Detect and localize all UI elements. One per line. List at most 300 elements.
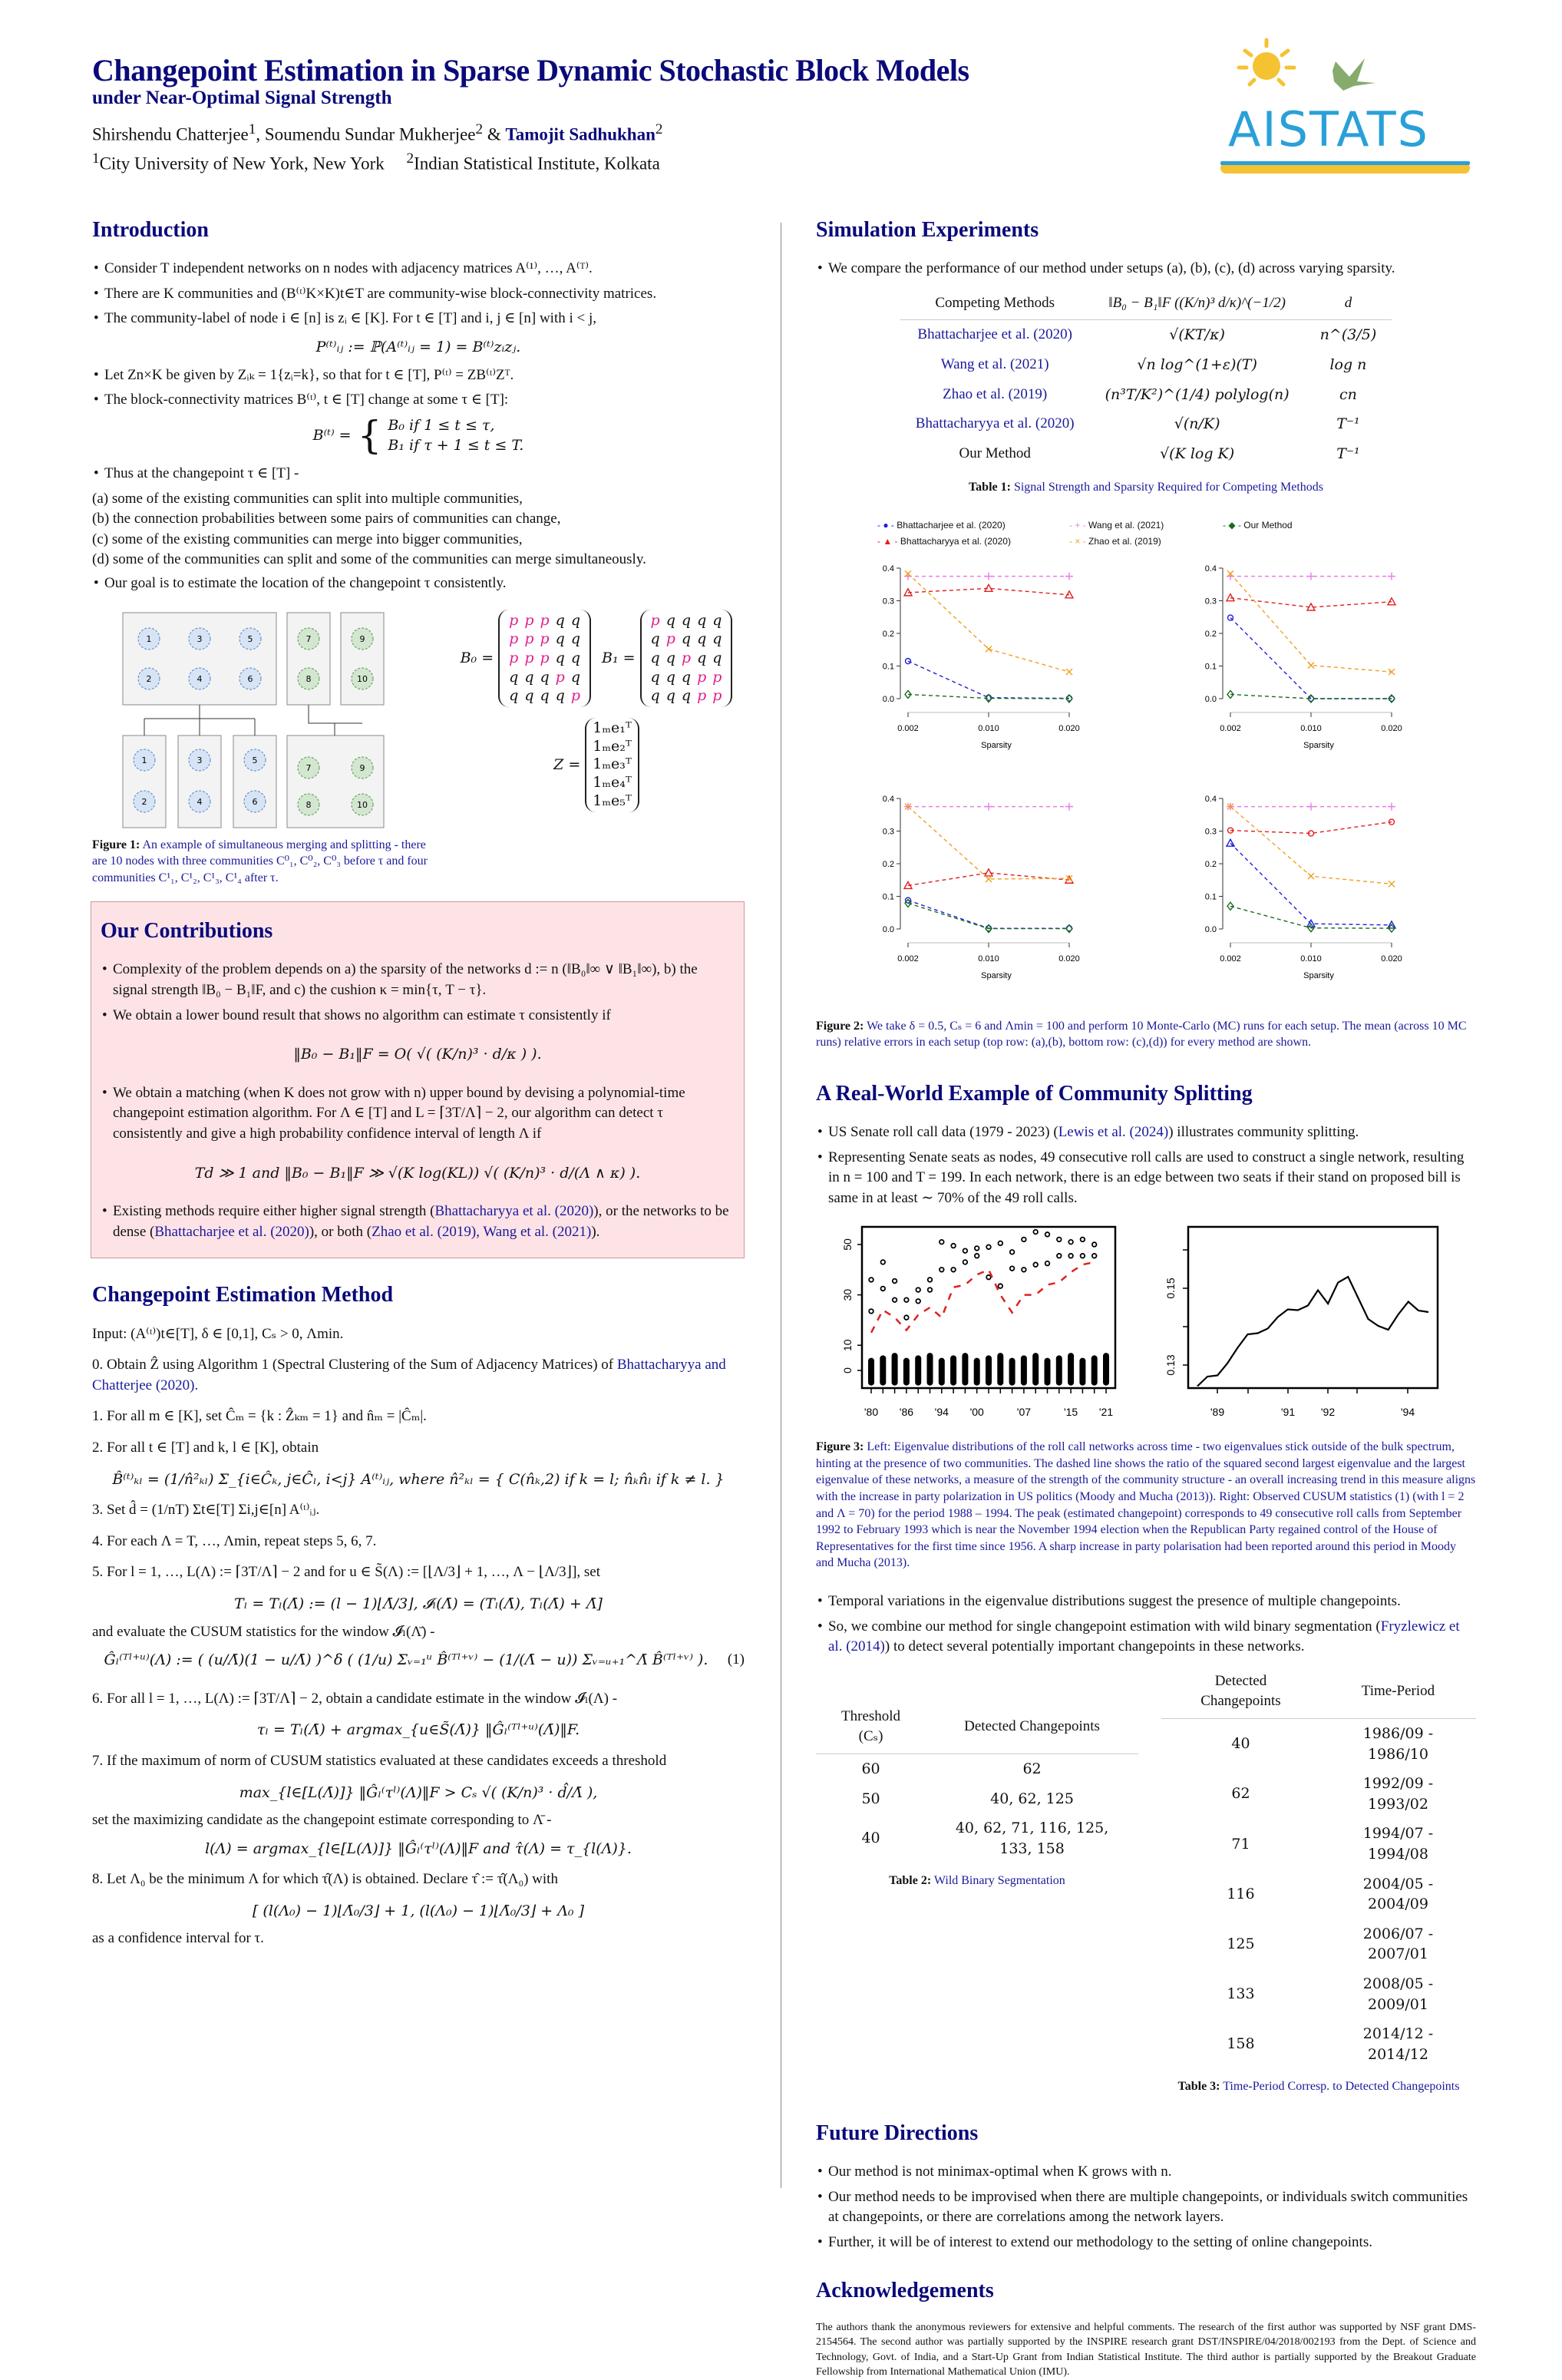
upper-bound-eq: Td ≫ 1 and ‖B₀ − B₁‖F ≫ √(K log(KL)) √( (K/n)³ · d/(Λ ∧ κ) ). <box>194 1164 641 1182</box>
citation-link[interactable]: Bhattacharjee et al. (2020) <box>154 1223 309 1240</box>
x-tick-label: 0.010 <box>978 954 999 964</box>
matrix-entry: p <box>540 611 550 629</box>
bulk-eigenvalues <box>986 1356 992 1386</box>
table-cell: 2006/07 - 2007/01 <box>1362 1925 1434 1963</box>
table-cell: 62 <box>1022 1760 1042 1777</box>
matrix-row <box>506 686 583 706</box>
citation-link[interactable]: Bhattacharyya et al. (2020) <box>434 1203 594 1220</box>
node <box>298 668 319 689</box>
x-tick-label: 0.002 <box>1220 723 1241 733</box>
contrib-bullet: • We obtain a lower bound result that shows no algorithm can estimate τ consistently if <box>101 1006 735 1026</box>
node-label: 10 <box>357 799 368 810</box>
figure-1-left <box>92 610 430 887</box>
bulk-eigenvalues <box>950 1356 956 1386</box>
data-point <box>1227 839 1234 846</box>
figure-1 <box>92 610 745 887</box>
table-1-caption <box>816 479 1476 496</box>
method-step-5: 5. For l = 1, …, L(Λ) := ⌈3T/Λ⌉ − 2 and for u ∈ S̃(Λ) := [⌊Λ/3⌋ + 1, …, Λ − ⌊Λ/3⌋], set <box>92 1564 601 1581</box>
matrix-entry: q <box>555 611 565 629</box>
eigenvalue-point <box>940 1240 944 1245</box>
table-3 <box>1161 1665 1476 2070</box>
table-row <box>816 1784 1138 1814</box>
matrix-entry: p <box>509 649 519 666</box>
node-label: 9 <box>359 633 365 644</box>
eigenvalue-point <box>904 1298 909 1303</box>
table-cell: 50 <box>861 1790 880 1807</box>
table-row <box>900 320 1392 350</box>
table-cell: T⁻¹ <box>1336 415 1360 433</box>
matrix-entry: q <box>524 668 534 686</box>
figure-2-charts <box>816 553 1476 1013</box>
y-tick-label: 0 <box>841 1367 854 1374</box>
ack-heading: Acknowledgements <box>816 2279 994 2303</box>
brace: { <box>357 413 382 458</box>
data-point <box>1307 802 1315 810</box>
eq-case-2: B₁ if τ + 1 ≤ t ≤ T. <box>388 437 524 455</box>
matrix-entry: q <box>681 611 692 629</box>
table-2-caption <box>816 1873 1138 1889</box>
x-tick-label: 0.002 <box>897 723 919 733</box>
table-cell: cn <box>1339 385 1357 403</box>
table-cell: 60 <box>861 1760 880 1777</box>
method-step-5b: and evaluate the CUSUM statistics for the window 𝓘ₗ(Λ̄) - <box>92 1623 435 1640</box>
series-line <box>1230 843 1392 925</box>
figure-3-charts <box>816 1219 1476 1434</box>
aistats-logo <box>1220 31 1481 184</box>
data-point <box>1065 572 1073 580</box>
matrix-entry: p <box>712 668 722 686</box>
author-3: Tamojit Sadhukhan <box>505 124 656 144</box>
table-3-caption <box>1161 2078 1476 2095</box>
matrix-row: 1ₘe₂ᵀ <box>593 737 632 755</box>
matrix-entry: q <box>697 649 707 666</box>
text: So, we combine our method for single changepoint estimation with wild binary segmentation ( <box>828 1618 1381 1635</box>
node <box>239 668 261 689</box>
data-point <box>985 572 992 580</box>
y-tick-label: 0.3 <box>1204 827 1217 837</box>
community-diagram <box>92 610 430 832</box>
node <box>189 628 210 650</box>
eigenvalue-point <box>1057 1238 1062 1242</box>
table-cell: 62 <box>1231 1785 1250 1803</box>
matrix-entry: q <box>712 630 722 648</box>
node-label: 4 <box>196 796 203 807</box>
text: ). <box>591 1223 600 1240</box>
caption-text: Time-Period Corresp. to Detected Changepoints <box>1223 2080 1460 2094</box>
matrix-entry: q <box>650 649 660 666</box>
bulk-eigenvalues <box>1091 1356 1098 1386</box>
matrix-entry: q <box>555 649 565 666</box>
matrix-entry: p <box>524 611 534 629</box>
future-bullet: • Our method needs to be improvised when there are multiple changepoints, or individuals switch communities at changepoints, or there are correlations among the network layers. <box>816 2187 1476 2228</box>
y-tick-label: 0.4 <box>882 564 894 574</box>
cusum-chart <box>1164 1227 1438 1418</box>
caption-text: Left: Eigenvalue distributions of the roll call networks across time - two eigenvalues stick outside of the bulk spectrum, hinting at the presence of two communities. The dashed line shows the ratio of the squared second largest eigenvalue and the largest eigenvalue of these networks, a measure of the strength of the community structure - an overall increasing trend in this measure aligns with the increase in party polarization in US politics (Moody and Mucha (2013)). Right: Observed CUSUM statistics (1) (with l = 2 and Λ = 70) for the period 1988 – 1994. The peak (estimated changepoint) corresponds to 49 consecutive roll calls from September 1992 to February 1993 which is near the November 1994 election when the Republican Party regained control of the House of Representatives for the first time since 1956. A sharp increase in party polarisation had been reported around this period in Moody and Mucha (2013). <box>816 1440 1476 1570</box>
text: ), or both ( <box>309 1223 372 1240</box>
eigenvalue-point <box>999 1284 1003 1289</box>
bulk-eigenvalues <box>868 1358 874 1386</box>
tables-2-3 <box>816 1665 1476 2095</box>
table-cell: 40 <box>1231 1735 1250 1753</box>
node-label: 8 <box>305 799 312 810</box>
eigenvalue-point <box>986 1275 991 1280</box>
matrix-row: 1ₘe₃ᵀ <box>593 755 632 773</box>
eigenvalue-point <box>869 1278 873 1282</box>
method-eq-argmax: l(Λ) = argmax_{l∈[L(Λ)]} ‖Ĝₗ⁽τˡ⁾(Λ)‖F and τ̂(Λ) = τ_{l(Λ)}. <box>205 1840 632 1857</box>
matrix-entry: p <box>681 649 692 666</box>
x-tick-label: 0.010 <box>1300 723 1322 733</box>
method-step-8b: as a confidence interval for τ. <box>92 1930 264 1947</box>
table-cell: n^(3/5) <box>1319 326 1377 344</box>
matrix-entry: q <box>681 687 692 705</box>
table-2 <box>816 1701 1138 1864</box>
right-column <box>816 215 1476 2380</box>
contrib-bullet <box>101 1202 735 1242</box>
node-label: 2 <box>146 673 152 684</box>
node-label: 3 <box>196 633 203 644</box>
matrix-entry: q <box>570 649 580 666</box>
table-row <box>900 409 1392 439</box>
future-heading: Future Directions <box>816 2121 979 2145</box>
table-cell: T⁻¹ <box>1336 445 1360 462</box>
matrix-b0 <box>461 610 591 707</box>
y-tick-label: 0.3 <box>1204 597 1217 607</box>
method-eq-candidate: τₗ = Tₗ(Λ̄) + argmax_{u∈S̃(Λ̄)} ‖Ĝₗ⁽ᵀˡ⁺ᵘ⁾(Λ̄)‖F. <box>256 1721 580 1739</box>
ratio-line <box>871 1262 1095 1333</box>
matrix-row <box>648 611 725 630</box>
data-point <box>1065 802 1073 810</box>
amp: & <box>487 124 501 144</box>
caption-label: Table 3: <box>1177 2080 1220 2094</box>
bulk-eigenvalues <box>974 1358 980 1386</box>
rw-bullet <box>816 1122 1476 1143</box>
intro-bullet: • Our goal is to estimate the location of the changepoint τ consistently. <box>92 574 745 594</box>
eigenvalue-point <box>869 1309 873 1314</box>
y-tick-label: 0.1 <box>882 892 894 902</box>
bulk-eigenvalues <box>1009 1358 1015 1386</box>
eigenvalue-point <box>1081 1254 1085 1258</box>
b1-label: B₁ = <box>602 649 636 666</box>
citation-link[interactable]: Fryzlewicz et al. (2014) <box>828 1618 1460 1655</box>
affil-2-sup: 2 <box>406 150 414 167</box>
table-cell: 40 <box>861 1830 880 1847</box>
y-tick-label: 0.0 <box>1204 924 1217 934</box>
eigenvalue-point <box>1022 1268 1026 1272</box>
matrix-entry: p <box>524 630 534 648</box>
eigenvalue-point <box>1022 1238 1026 1242</box>
intro-eq-cases <box>92 415 745 456</box>
eigenvalue-point <box>1033 1230 1038 1235</box>
matrix-entry: p <box>524 649 534 666</box>
table-cell: 40, 62, 71, 116, 125, 133, 158 <box>955 1820 1109 1857</box>
matrix-entry: q <box>665 687 675 705</box>
caption-label: Figure 1: <box>92 838 140 851</box>
eigenvalue-point <box>928 1288 933 1293</box>
node-label: 3 <box>196 755 203 765</box>
authors: Shirshendu Chatterjee$^1$, Soumendu Sundar Mukherjee$^2$ & Tamojit Sadhukhan$^2$ <box>92 121 663 144</box>
matrix-entry: q <box>697 611 707 629</box>
y-tick-label: 0.4 <box>1204 564 1217 574</box>
y-tick-label: 0.2 <box>882 629 894 639</box>
x-tick-label: 0.010 <box>1300 954 1322 964</box>
y-tick-label: 0.1 <box>882 662 894 672</box>
matrix-entry: q <box>650 687 660 705</box>
node <box>138 628 160 650</box>
method-step-3: 3. Set d̂ = (1/nT) Σt∈[T] Σi,j∈[n] A⁽ᵗ⁾ᵢⱼ. <box>92 1502 320 1519</box>
citation-link[interactable]: Zhao et al. (2019), Wang et al. (2021) <box>372 1223 592 1240</box>
legend-item <box>1069 519 1223 532</box>
node-label: 8 <box>305 673 312 684</box>
bulk-eigenvalues <box>903 1358 910 1386</box>
x-tick-label: 0.020 <box>1381 723 1402 733</box>
matrix-row: 1ₘe₅ᵀ <box>593 792 632 809</box>
y-tick-label: 0.4 <box>882 794 894 804</box>
data-point <box>1227 593 1234 600</box>
eigenvalue-point <box>1068 1240 1073 1245</box>
eigenvalue-point <box>1045 1232 1050 1237</box>
eigenvalue-point <box>1081 1238 1085 1242</box>
table-header: d <box>1305 287 1392 320</box>
node-label: 1 <box>146 633 152 644</box>
citation-link[interactable]: Lewis et al. (2024) <box>1058 1123 1169 1140</box>
matrix-entry: p <box>555 668 565 686</box>
caption-label: Table 1: <box>968 481 1011 494</box>
y-tick-label: 0.4 <box>1204 794 1217 804</box>
matrix-entry: q <box>540 687 550 705</box>
eigenvalue-point <box>1010 1250 1015 1254</box>
eigenvalue-point <box>1045 1261 1050 1266</box>
method-step-8: 8. Let Λ₀ be the minimum Λ for which τ̂(Λ) is obtained. Declare τ̂ := τ̂(Λ₀) with <box>92 1871 558 1888</box>
node-label: 6 <box>252 796 258 807</box>
table-header: Detected Changepoints <box>926 1701 1138 1754</box>
legend-item <box>877 535 1069 548</box>
node <box>189 668 210 689</box>
series-line <box>1230 574 1392 672</box>
series-line <box>908 661 1069 698</box>
affil-1: City University of New York, New York <box>99 154 385 174</box>
eigenvalue-point <box>1033 1263 1038 1268</box>
bulk-eigenvalues <box>1068 1353 1074 1386</box>
table-header: Detected Changepoints <box>1161 1665 1320 1719</box>
intro-heading: Introduction <box>92 218 209 242</box>
table-cell: √(n/K) <box>1174 415 1220 433</box>
x-axis-label: Sparsity <box>981 970 1012 980</box>
node <box>352 794 373 815</box>
intro-bullet: • There are K communities and (B⁽ᵗ⁾K×K)t∈T are community-wise block-connectivity matrices. <box>92 284 745 305</box>
eigen-chart <box>841 1227 1115 1418</box>
y-tick-label: 50 <box>841 1238 854 1251</box>
x-tick-label: 0.002 <box>897 954 919 964</box>
affil-2: Indian Statistical Institute, Kolkata <box>414 154 660 174</box>
caption-label: Table 2: <box>889 1874 932 1888</box>
legend-label: Bhattacharjee et al. (2020) <box>897 519 1006 531</box>
table-cell[interactable]: Bhattacharyya et al. (2020) <box>915 415 1075 432</box>
case-b: (b) the connection probabilities between some pairs of communities can change, <box>92 511 561 527</box>
table-cell: 2008/05 - 2009/01 <box>1362 1975 1434 2013</box>
table-cell[interactable]: Zhao et al. (2019) <box>943 385 1048 402</box>
table-cell[interactable]: Wang et al. (2021) <box>940 355 1049 372</box>
eigenvalue-point <box>951 1244 956 1248</box>
series-line <box>1230 617 1392 698</box>
z-label: Z = <box>553 756 581 774</box>
table-row <box>900 439 1392 469</box>
table-cell: 116 <box>1227 1885 1255 1902</box>
table-cell: log n <box>1329 355 1367 373</box>
matrix-entry: q <box>509 668 519 686</box>
y-tick-label: 10 <box>841 1339 854 1352</box>
node-label: 1 <box>141 755 147 765</box>
b1-grid <box>640 610 733 707</box>
equation-number: (1) <box>727 1651 745 1668</box>
logo-text: AISTATS <box>1228 101 1429 157</box>
x-tick-label: '86 <box>899 1406 914 1419</box>
node <box>298 794 319 815</box>
method-step-0 <box>92 1355 745 1396</box>
table-row <box>816 1754 1138 1784</box>
caption-text: Wild Binary Segmentation <box>933 1874 1065 1888</box>
legend-label: Bhattacharyya et al. (2020) <box>900 535 1011 547</box>
future-bullet: • Our method is not minimax-optimal when K grows with n. <box>816 2162 1476 2183</box>
table-cell: 1992/09 - 1993/02 <box>1362 1775 1434 1813</box>
data-point <box>986 876 992 882</box>
data-point <box>1388 572 1395 580</box>
lower-bound-eq: ‖B₀ − B₁‖F = O( √( (K/n)³ · d/κ ) ). <box>293 1046 542 1063</box>
y-tick-label: 0.0 <box>882 694 894 704</box>
y-tick-label: 0.0 <box>1204 694 1217 704</box>
node-label: 9 <box>359 762 365 773</box>
table-row <box>1161 1919 1476 1969</box>
node-label: 5 <box>252 755 258 765</box>
case-c: (c) some of the existing communities can merge into bigger communities, <box>92 531 523 547</box>
method-step-7: 7. If the maximum of norm of CUSUM statistics evaluated at these candidates exceeds a threshold <box>92 1752 667 1769</box>
data-point <box>1066 669 1072 675</box>
node <box>352 628 373 650</box>
data-point <box>1308 662 1314 668</box>
table-cell: 158 <box>1227 2035 1255 2053</box>
matrix-row: 1ₘe₄ᵀ <box>593 774 632 792</box>
y-tick-label: 0.1 <box>1204 662 1217 672</box>
matrix-entry: p <box>650 611 660 629</box>
eigenvalue-point <box>963 1260 968 1264</box>
b0-label: B₀ = <box>460 649 494 666</box>
y-tick-label: 0.0 <box>882 924 894 934</box>
method-eq-window: Tₗ = Tₗ(Λ̄) := (l − 1)⌊Λ̄/3⌋, 𝓘ₗ(Λ̄) = (Tₗ(Λ̄), Tₗ(Λ̄) + Λ̄] <box>234 1595 603 1612</box>
bulk-eigenvalues <box>1103 1353 1109 1386</box>
future-bullet: • Further, it will be of interest to extend our methodology to the setting of online changepoints. <box>816 2233 1476 2253</box>
bulk-eigenvalues <box>927 1353 933 1386</box>
author-3-sup: 2 <box>655 121 663 137</box>
bulk-eigenvalues <box>1032 1353 1039 1386</box>
x-tick-label: 0.020 <box>1381 954 1402 964</box>
table-1 <box>900 287 1392 469</box>
y-tick-label: 30 <box>841 1289 854 1301</box>
matrix-entry: q <box>540 668 550 686</box>
poster-subtitle: under Near-Optimal Signal Strength <box>92 88 392 108</box>
x-tick-label: '15 <box>1063 1406 1078 1419</box>
bulk-eigenvalues <box>880 1356 886 1386</box>
rw-bullet: • Representing Senate seats as nodes, 49 consecutive roll calls are used to construct a single network, resulting in n = 100 and T = 199. In each network, there is an edge between two seats if their stand on proposed bill is same in at least ∼ 70% of the 49 roll calls. <box>816 1148 1476 1209</box>
eigenvalue-point <box>916 1288 920 1293</box>
ack-text: The authors thank the anonymous reviewers for extensive and helpful comments. The research of the first author was supported by NSF grant DMS-2154564. The second author was partially supported by the INSPIRE research grant DST/INSPIRE/04/2018/002193 from the Dept. of Science and Technology, Govt. of India, and a Start-Up Grant from Indian Statistical Institute. The third author is partially supported by the Breakout Graduate Fellowship from International Mathematical Union (IMU). <box>816 2321 1476 2378</box>
x-axis-label: Sparsity <box>1303 970 1334 980</box>
text: ), or the networks to be dense ( <box>113 1203 729 1240</box>
cusum-line <box>1197 1277 1428 1387</box>
bulk-eigenvalues <box>1056 1356 1062 1386</box>
node <box>244 749 266 771</box>
x-tick-label: '07 <box>1016 1406 1032 1419</box>
cusum-row <box>92 1642 745 1678</box>
data-point <box>1228 615 1233 620</box>
node-label: 7 <box>305 762 312 773</box>
contrib-bullet: • Complexity of the problem depends on a) the sparsity of the networks d := n (‖B₀‖∞ ∨ ‖B₁‖∞), b) the signal strength ‖B₀ − B₁‖F, and c) the cushion κ = min{τ, T − τ}. <box>101 960 735 1000</box>
x-tick-label: '91 <box>1280 1406 1296 1419</box>
data-point <box>985 868 992 875</box>
intro-bullet: • Let Zn×K be given by Zᵢₖ = 1{zᵢ=k}, so that for t ∈ [T], P⁽ᵗ⁾ = ZB⁽ᵗ⁾Zᵀ. <box>92 365 745 386</box>
table-row <box>816 1813 1138 1863</box>
table-cell: 71 <box>1231 1835 1250 1853</box>
eigenvalue-point <box>881 1287 886 1291</box>
bulk-eigenvalues <box>915 1356 921 1386</box>
author-1: Shirshendu Chatterjee <box>92 124 249 144</box>
data-point <box>1307 572 1315 580</box>
table-header: Competing Methods <box>900 287 1090 320</box>
data-point <box>985 802 992 810</box>
table-row <box>900 380 1392 410</box>
table-cell: 2014/12 - 2014/12 <box>1362 2025 1434 2063</box>
x-tick-label: '21 <box>1098 1406 1114 1419</box>
contrib-bullet: • We obtain a matching (when K does not grow with n) upper bound by devising a polynomial-time changepoint estimation algorithm. For Λ ∈ [T] and L = ⌈3T/Λ⌉ − 2, our algorithm can detect τ consistently and give a high probability confidence interval of length Λ if <box>101 1083 735 1145</box>
matrix-entry: p <box>509 630 519 648</box>
eigenvalue-point <box>951 1268 956 1272</box>
intro-list <box>92 259 745 329</box>
figure-3-caption <box>816 1439 1476 1572</box>
matrix-entry: q <box>650 668 660 686</box>
community-box <box>287 735 384 828</box>
table-3-wrap <box>1161 1665 1476 2095</box>
plot-frame <box>1188 1227 1438 1388</box>
community-box <box>341 613 384 705</box>
citation-link[interactable]: Bhattacharyya and Chatterjee (2020). <box>92 1357 726 1393</box>
table-cell: 40, 62, 125 <box>990 1790 1074 1807</box>
eigenvalue-point <box>963 1249 968 1254</box>
figure-2-legend <box>877 519 1476 548</box>
matrix-entry: p <box>509 611 519 629</box>
x-tick-label: 0.010 <box>978 723 999 733</box>
node-label: 4 <box>196 673 203 684</box>
legend-label: Our Method <box>1243 519 1293 531</box>
caption-text: An example of simultaneous merging and splitting - there are 10 nodes with three communities C⁰₁, C⁰₂, C⁰₃ before τ and four communities C¹₁, C¹₂, C¹₃, C¹₄ after τ. <box>92 838 428 884</box>
legend-item <box>1223 519 1346 532</box>
matrix-entry: q <box>509 687 519 705</box>
table-header: Time-Period <box>1320 1665 1476 1719</box>
matrix-b1 <box>602 610 732 707</box>
intro-bullet: • Thus at the changepoint τ ∈ [T] - <box>92 464 745 484</box>
table-header: Threshold (Cₛ) <box>816 1701 926 1754</box>
figure-2-caption <box>816 1018 1476 1051</box>
table-cell[interactable]: Bhattacharjee et al. (2020) <box>917 326 1072 343</box>
matrix-entry: q <box>665 649 675 666</box>
matrix-entry: q <box>712 611 722 629</box>
intro-bullet: • The block-connectivity matrices B⁽ᵗ⁾, t ∈ [T] change at some τ ∈ [T]: <box>92 390 745 411</box>
matrix-entry: q <box>681 668 692 686</box>
text: Existing methods require either higher signal strength ( <box>113 1203 435 1220</box>
eigenvalue-point <box>1057 1254 1062 1258</box>
figure-1-caption <box>92 837 430 887</box>
caption-text: We take δ = 0.5, Cₛ = 6 and Λmin = 100 and perform 10 Monte-Carlo (MC) runs for each setup. The mean (across 10 MC runs) relative errors in each setup (top row: (a),(b), bottom row: (c),(d)) for every method are shown. <box>816 1019 1467 1050</box>
chart-panel <box>1205 795 1402 980</box>
caption-text: Signal Strength and Sparsity Required for Competing Methods <box>1013 481 1324 494</box>
data-point <box>986 646 992 652</box>
